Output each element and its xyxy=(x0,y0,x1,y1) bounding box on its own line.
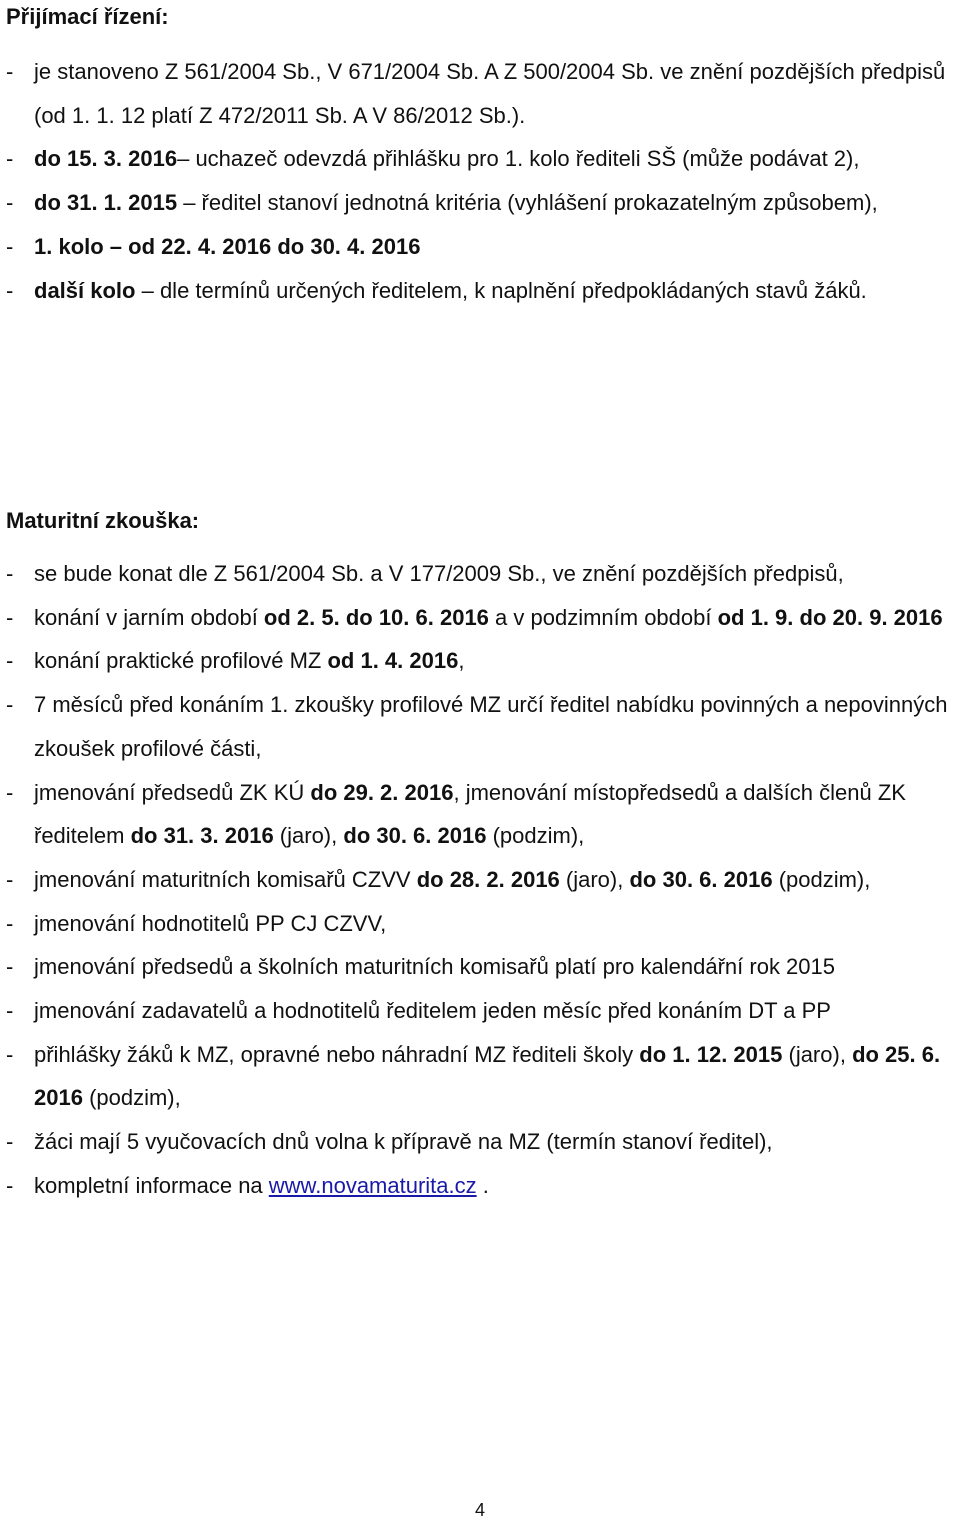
bullet-dash: - xyxy=(6,1041,14,1067)
bold-text: do 25. 6. 2016 xyxy=(34,1041,941,1111)
text-segment: se bude konat dle Z 561/2004 Sb. a V 177/2009 Sb., ve znění pozdějších předpisů, xyxy=(34,561,844,586)
bold-text: do 1. 12. 2015 xyxy=(639,1041,783,1067)
list-item xyxy=(0,1164,958,1208)
bold-text: do 15. 3. 2016 xyxy=(34,146,178,172)
bullet-dash: - xyxy=(6,648,14,674)
list-item xyxy=(0,552,958,596)
text-segment: (jaro), xyxy=(273,823,344,849)
list-item xyxy=(0,639,958,683)
bold-text: od 2. 5. do 10. 6. 2016 xyxy=(263,604,489,630)
bold-text: do 30. 6. 2016 xyxy=(343,823,487,849)
list-item xyxy=(0,181,958,225)
bold-text: do 28. 2. 2016 xyxy=(416,866,560,892)
bullet-dash: - xyxy=(6,910,14,936)
list-item xyxy=(0,945,958,989)
bold-text: 1. kolo – od 22. 4. 2016 do 30. 4. 2016 xyxy=(34,233,421,259)
text-segment: přihlášky žáků k MZ, opravné nebo náhradní MZ řediteli školy xyxy=(34,1041,640,1067)
bold-text: od 1. 4. 2016 xyxy=(327,648,459,674)
bullet-dash: - xyxy=(6,561,14,586)
text-segment: (jaro), xyxy=(782,1041,853,1067)
list-item xyxy=(0,1120,958,1164)
text-segment: jmenování zadavatelů a hodnotitelů ředitelem jeden měsíc před konáním DT a PP xyxy=(34,998,831,1024)
text-segment: 7 měsíců před konáním 1. zkoušky profilové MZ určí ředitel nabídku povinných a nepovinných zkoušek profilové části, xyxy=(34,692,948,761)
text-segment: (jaro), xyxy=(559,866,630,892)
list-item xyxy=(0,858,958,902)
text-segment: , jmenování místopředsedů a dalších členů ZK ředitelem xyxy=(34,779,906,849)
bullet-dash: - xyxy=(6,692,14,718)
text-segment: jmenování předsedů ZK KÚ xyxy=(34,779,311,805)
text-segment: je stanoveno Z 561/2004 Sb., V 671/2004 Sb. A Z 500/2004 Sb. ve znění pozdějších předpisů (od 1. 1. 12 platí Z 472/2011 Sb. A V 86/2012 Sb.). xyxy=(34,59,946,128)
bold-text: další kolo xyxy=(34,277,136,303)
bullet-dash: - xyxy=(6,1129,14,1155)
bullet-dash: - xyxy=(6,277,14,303)
list-item xyxy=(0,902,958,946)
text-segment: jmenování předsedů a školních maturitních komisařů platí pro kalendářní rok 2015 xyxy=(34,954,835,980)
list-item xyxy=(0,137,958,181)
bullet-dash: - xyxy=(6,604,14,630)
bullet-dash: - xyxy=(6,954,14,980)
bullet-dash: - xyxy=(6,146,14,172)
list-item xyxy=(0,989,958,1033)
bold-text: od 1. 9. do 20. 9. 2016 xyxy=(717,604,943,630)
page-number: 4 xyxy=(474,1500,485,1520)
text-segment: konání v jarním období xyxy=(34,604,264,630)
text-segment: jmenování maturitních komisařů CZVV xyxy=(34,866,417,892)
text-segment: (podzim), xyxy=(82,1085,181,1111)
text-segment: – uchazeč odevzdá přihlášku pro 1. kolo řediteli SŠ (může podávat 2), xyxy=(177,146,860,172)
list-item xyxy=(0,225,958,269)
text-segment: konání praktické profilové MZ xyxy=(34,648,328,674)
text-segment: – dle termínů určených ředitelem, k naplnění předpokládaných stavů žáků. xyxy=(135,277,867,303)
text-segment: kompletní informace na xyxy=(34,1172,269,1198)
bullet-dash: - xyxy=(6,233,14,259)
list-item xyxy=(0,683,958,770)
list-item xyxy=(0,1033,958,1120)
bold-text: do 31. 3. 2016 xyxy=(130,823,274,849)
text-segment: – ředitel stanoví jednotná kritéria (vyhlášení prokazatelným způsobem), xyxy=(177,190,878,216)
text-segment: (podzim), xyxy=(772,866,871,892)
section-heading-graduation-exam: Maturitní zkouška: xyxy=(6,508,200,533)
list-item xyxy=(0,50,958,137)
admissions-list xyxy=(0,50,958,312)
text-segment: jmenování hodnotitelů PP CJ CZVV, xyxy=(34,910,387,936)
bold-text: do 29. 2. 2016 xyxy=(310,779,454,805)
text-segment: žáci mají 5 vyučovacích dnů volna k přípravě na MZ (termín stanoví ředitel), xyxy=(34,1129,773,1155)
list-item xyxy=(0,269,958,313)
bullet-dash: - xyxy=(6,866,14,892)
bullet-dash: - xyxy=(6,190,14,216)
bullet-dash: - xyxy=(6,1172,14,1198)
section-heading-admissions: Přijímací řízení: xyxy=(6,4,169,29)
website-link[interactable]: www.novamaturita.cz xyxy=(268,1172,477,1198)
text-segment: a v podzimním období xyxy=(488,604,718,630)
bold-text: do 31. 1. 2015 xyxy=(34,190,178,216)
text-segment: . xyxy=(476,1172,489,1198)
bullet-dash: - xyxy=(6,59,14,84)
text-segment: , xyxy=(458,648,465,674)
text-segment: (podzim), xyxy=(486,823,585,849)
list-item xyxy=(0,771,958,858)
bold-text: do 30. 6. 2016 xyxy=(629,866,773,892)
graduation-exam-list xyxy=(0,552,958,1208)
bullet-dash: - xyxy=(6,779,14,805)
bullet-dash: - xyxy=(6,998,14,1024)
list-item xyxy=(0,596,958,640)
